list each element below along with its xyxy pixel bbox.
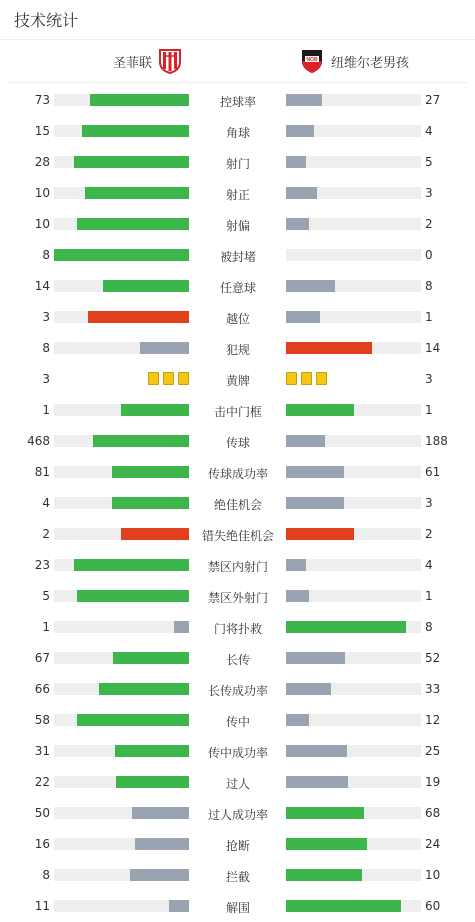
away-bar-track (286, 404, 421, 416)
home-bar-track (54, 466, 189, 478)
stat-row (0, 674, 475, 705)
home-bar-fill (82, 125, 189, 137)
away-bar-track (286, 590, 421, 602)
away-bar-fill (286, 466, 344, 478)
stat-row (0, 767, 475, 798)
home-value: 3 (42, 310, 50, 324)
away-bar-fill (286, 311, 320, 323)
away-bar-track (286, 621, 421, 633)
away-value: 1 (425, 589, 433, 603)
home-bar-track (54, 280, 189, 292)
home-bar-fill (74, 156, 189, 168)
away-value: 10 (425, 868, 441, 882)
stat-row (0, 209, 475, 240)
stat-label: 击中门框 (213, 405, 262, 419)
home-value: 10 (34, 217, 50, 231)
yellow-card-icon (316, 372, 327, 385)
away-bar-fill (286, 683, 331, 695)
home-value: 23 (34, 558, 50, 572)
home-bar-fill (77, 590, 189, 602)
home-value: 8 (42, 248, 50, 262)
stat-row (0, 240, 475, 271)
home-bar-fill (130, 869, 189, 881)
home-bar-track (54, 342, 189, 354)
home-bar-track (54, 838, 189, 850)
home-bar-track (54, 559, 189, 571)
stat-row (0, 302, 475, 333)
away-bar-track (286, 156, 421, 168)
away-bar-track (286, 900, 421, 912)
home-bar-track (54, 528, 189, 540)
stat-row (0, 426, 475, 457)
stat-row (0, 705, 475, 736)
stat-label: 禁区内射门 (207, 560, 268, 574)
away-value: 3 (425, 186, 433, 200)
home-value: 50 (34, 806, 50, 820)
stat-row (0, 891, 475, 922)
away-bar-track (286, 745, 421, 757)
home-bar-track (54, 652, 189, 664)
away-value: 1 (425, 403, 433, 417)
page-title: 技术统计 (0, 0, 475, 40)
home-value: 11 (34, 899, 50, 913)
home-bar-fill (135, 838, 189, 850)
home-bar-fill (77, 218, 189, 230)
home-bar-track (54, 404, 189, 416)
away-value: 3 (425, 372, 433, 386)
away-bar-track (286, 280, 421, 292)
away-bar-fill (286, 559, 306, 571)
away-value: 2 (425, 527, 433, 541)
away-bar-fill (286, 342, 372, 354)
away-value: 14 (425, 341, 441, 355)
away-value: 33 (425, 682, 441, 696)
home-bar-track (54, 590, 189, 602)
home-bar-fill (90, 94, 189, 106)
yellow-card-icon (286, 372, 297, 385)
away-bar-fill (286, 838, 367, 850)
stat-label: 传中成功率 (207, 746, 268, 760)
home-value: 468 (27, 434, 50, 448)
yellow-card-icon (178, 372, 189, 385)
home-value: 15 (34, 124, 50, 138)
stat-label: 过人成功率 (207, 808, 268, 822)
home-value: 16 (34, 837, 50, 851)
home-bar-track (54, 249, 189, 261)
away-bar-track (286, 838, 421, 850)
home-value: 8 (42, 868, 50, 882)
stat-label: 绝佳机会 (213, 498, 262, 512)
home-bar-fill (169, 900, 189, 912)
away-bar-fill (286, 807, 364, 819)
stat-label: 门将扑救 (213, 622, 262, 636)
away-value: 68 (425, 806, 441, 820)
home-bar-track (54, 683, 189, 695)
home-value: 1 (42, 620, 50, 634)
away-bar-track (286, 528, 421, 540)
away-bar-fill (286, 497, 344, 509)
away-value: 8 (425, 620, 433, 634)
stat-row (0, 581, 475, 612)
stat-row (0, 271, 475, 302)
away-bar-fill (286, 652, 345, 664)
stat-label: 传球成功率 (207, 467, 268, 481)
away-bar-fill (286, 714, 309, 726)
away-bar-track (286, 342, 421, 354)
away-bar-track (286, 187, 421, 199)
home-bar-fill (121, 404, 189, 416)
away-bar-fill (286, 218, 309, 230)
stat-label: 黄牌 (225, 374, 250, 388)
stat-label: 长传成功率 (207, 684, 268, 698)
home-bar-fill (115, 745, 189, 757)
stat-label: 长传 (225, 653, 250, 667)
home-bar-fill (116, 776, 189, 788)
stat-label: 拦截 (225, 870, 250, 884)
away-value: 24 (425, 837, 441, 851)
away-value: 27 (425, 93, 441, 107)
away-bar-fill (286, 94, 322, 106)
home-value: 1 (42, 403, 50, 417)
stat-label: 射门 (225, 157, 250, 171)
away-yellow-cards (286, 372, 327, 385)
away-value: 61 (425, 465, 441, 479)
away-value: 60 (425, 899, 441, 913)
away-bar-track (286, 869, 421, 881)
stat-label: 传球 (225, 436, 250, 450)
away-value: 12 (425, 713, 441, 727)
away-bar-fill (286, 404, 354, 416)
home-bar-track (54, 714, 189, 726)
stat-row (0, 550, 475, 581)
stat-label: 过人 (225, 777, 250, 791)
home-value: 67 (34, 651, 50, 665)
home-bar-track (54, 776, 189, 788)
away-bar-fill (286, 900, 401, 912)
stat-row (0, 85, 475, 116)
home-value: 81 (34, 465, 50, 479)
away-team-crest-icon (301, 48, 325, 74)
away-bar-fill (286, 435, 325, 447)
home-value: 22 (34, 775, 50, 789)
away-bar-track (286, 435, 421, 447)
home-bar-track (54, 869, 189, 881)
home-value: 8 (42, 341, 50, 355)
home-bar-fill (88, 311, 189, 323)
home-value: 10 (34, 186, 50, 200)
away-bar-fill (286, 869, 362, 881)
home-bar-track (54, 435, 189, 447)
stat-row (0, 488, 475, 519)
home-value: 14 (34, 279, 50, 293)
away-team[interactable] (301, 48, 409, 74)
away-bar-track (286, 249, 421, 261)
stat-label: 角球 (225, 126, 250, 140)
away-bar-track (286, 497, 421, 509)
away-value: 25 (425, 744, 441, 758)
away-value: 8 (425, 279, 433, 293)
home-yellow-cards (148, 372, 189, 385)
yellow-card-icon (163, 372, 174, 385)
home-bar-track (54, 497, 189, 509)
stat-label: 射正 (225, 188, 250, 202)
home-value: 5 (42, 589, 50, 603)
yellow-card-icon (301, 372, 312, 385)
stat-label: 犯规 (225, 343, 250, 357)
stat-label: 禁区外射门 (207, 591, 268, 605)
away-value: 2 (425, 217, 433, 231)
yellow-card-icon (148, 372, 159, 385)
home-bar-track (54, 125, 189, 137)
away-value: 5 (425, 155, 433, 169)
stat-row (0, 519, 475, 550)
away-bar-track (286, 466, 421, 478)
home-bar-track (54, 807, 189, 819)
home-bar-fill (85, 187, 189, 199)
home-bar-track (54, 900, 189, 912)
away-bar-track (286, 714, 421, 726)
away-bar-track (286, 652, 421, 664)
away-bar-track (286, 683, 421, 695)
home-bar-track (54, 218, 189, 230)
away-value: 1 (425, 310, 433, 324)
away-bar-track (286, 94, 421, 106)
away-value: 188 (425, 434, 448, 448)
home-bar-track (54, 311, 189, 323)
away-bar-track (286, 559, 421, 571)
home-team-name: 圣菲联 (112, 55, 152, 71)
home-value: 66 (34, 682, 50, 696)
teams-header (8, 40, 467, 83)
home-value: 73 (34, 93, 50, 107)
home-bar-fill (121, 528, 189, 540)
home-bar-fill (113, 652, 189, 664)
stat-row (0, 333, 475, 364)
stat-row (0, 612, 475, 643)
home-bar-fill (77, 714, 189, 726)
stat-row (0, 457, 475, 488)
stat-row (0, 178, 475, 209)
home-bar-fill (74, 559, 189, 571)
away-bar-fill (286, 125, 314, 137)
home-bar-track (54, 94, 189, 106)
away-value: 0 (425, 248, 433, 262)
home-bar-fill (112, 466, 189, 478)
away-bar-track (286, 807, 421, 819)
stat-label: 任意球 (219, 281, 256, 295)
away-team-name: 纽维尔老男孩 (331, 55, 410, 71)
away-bar-fill (286, 280, 335, 292)
away-bar-fill (286, 590, 309, 602)
home-value: 4 (42, 496, 50, 510)
home-bar-fill (174, 621, 189, 633)
stat-row (0, 860, 475, 891)
stat-row (0, 395, 475, 426)
stat-label: 射偏 (225, 219, 250, 233)
stat-label: 解围 (225, 901, 250, 915)
home-value: 2 (42, 527, 50, 541)
home-bar-fill (54, 249, 189, 261)
stat-label: 错失绝佳机会 (201, 529, 274, 543)
home-bar-track (54, 745, 189, 757)
home-value: 58 (34, 713, 50, 727)
stat-label: 传中 (225, 715, 250, 729)
stat-label: 越位 (225, 312, 250, 326)
away-bar-track (286, 311, 421, 323)
stat-label: 抢断 (225, 839, 250, 853)
away-bar-fill (286, 745, 347, 757)
away-value: 52 (425, 651, 441, 665)
away-bar-fill (286, 528, 354, 540)
home-bar-fill (112, 497, 189, 509)
home-value: 31 (34, 744, 50, 758)
stat-row (0, 829, 475, 860)
away-value: 3 (425, 496, 433, 510)
away-value: 4 (425, 558, 433, 572)
stat-label: 被封堵 (219, 250, 256, 264)
away-bar-fill (286, 776, 348, 788)
away-bar-fill (286, 621, 406, 633)
away-bar-track (286, 218, 421, 230)
svg-text:NOB: NOB (306, 57, 318, 63)
home-bar-fill (103, 280, 189, 292)
away-bar-fill (286, 187, 317, 199)
home-value: 3 (42, 372, 50, 386)
home-bar-track (54, 156, 189, 168)
stat-row (0, 798, 475, 829)
home-bar-fill (140, 342, 189, 354)
away-bar-track (286, 125, 421, 137)
home-bar-fill (99, 683, 189, 695)
stat-label: 控球率 (219, 95, 256, 109)
stat-row (0, 736, 475, 767)
home-team[interactable] (113, 48, 182, 74)
home-bar-track (54, 621, 189, 633)
home-bar-fill (132, 807, 189, 819)
away-value: 4 (425, 124, 433, 138)
stat-row (0, 643, 475, 674)
stat-row (0, 364, 475, 395)
home-bar-track (54, 187, 189, 199)
away-bar-fill (286, 156, 306, 168)
home-value: 28 (34, 155, 50, 169)
home-bar-fill (93, 435, 189, 447)
away-value: 19 (425, 775, 441, 789)
away-bar-track (286, 776, 421, 788)
stat-row (0, 116, 475, 147)
stat-row (0, 147, 475, 178)
home-team-crest-icon (158, 48, 182, 74)
